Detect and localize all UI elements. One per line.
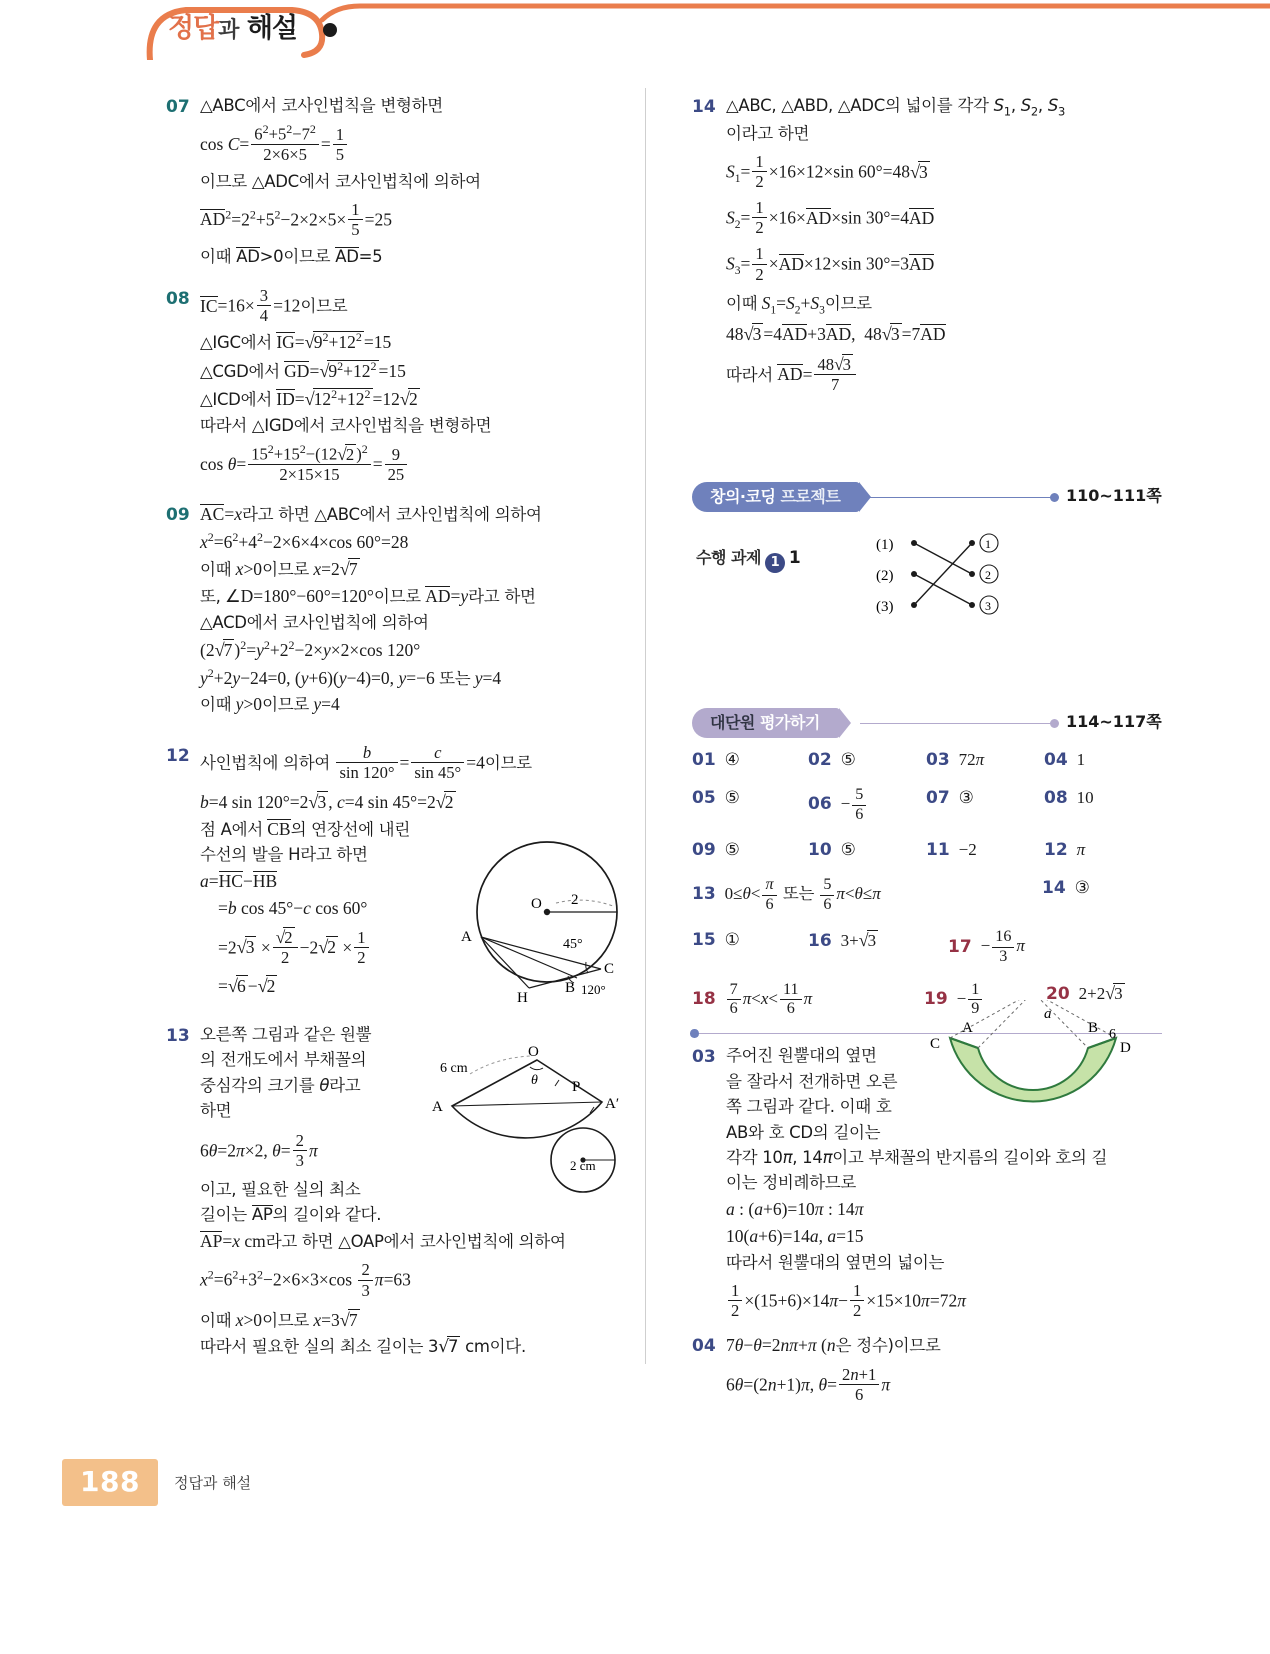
answer-number: 11 <box>926 840 950 861</box>
assessment-tag-word2: 평가하기 <box>759 712 820 732</box>
task-block <box>692 526 1162 626</box>
answer-number: 13 <box>692 884 716 905</box>
answer-number: 04 <box>1044 749 1068 770</box>
problem-number: 09 <box>166 504 190 525</box>
problem-09 <box>166 502 636 717</box>
answer-number: 12 <box>1044 840 1068 861</box>
answer-number: 19 <box>924 988 948 1009</box>
answer-value: ③ <box>1074 878 1090 898</box>
svg-text:120°: 120° <box>581 982 606 997</box>
svg-text:(2): (2) <box>876 567 894 584</box>
answer-row <box>692 928 1162 966</box>
svg-text:C: C <box>930 1036 941 1052</box>
answer-value: − $\frac{1}{9}$ <box>957 981 985 1019</box>
solution-line: 주어진 원뿔대의 옆면 <box>726 1046 877 1066</box>
solution-line: 이때 y>0이므로 y=4 <box>200 694 340 715</box>
project-page-range: 110~111쪽 <box>1066 485 1162 505</box>
answer-number: 16 <box>808 931 832 952</box>
solution-line: △ICD에서 $ID=√12^2+12^2 =12√2$ <box>200 386 418 409</box>
answer-number: 01 <box>692 749 716 770</box>
solution-line: △CGD에서 $GD=√9^2+12^2 =15$ <box>200 358 406 381</box>
solution-line: $\frac{1}{2}$ ×(15+6)×14π− $\frac{1}{2}$ ×15×10π=72π <box>726 1281 1196 1320</box>
problem-number: 07 <box>166 97 190 117</box>
svg-text:a: a <box>1044 1006 1052 1022</box>
svg-text:C: C <box>604 961 615 977</box>
matching-diagram <box>862 530 1042 620</box>
answer-item <box>926 838 1044 862</box>
answer-item <box>808 838 926 862</box>
project-tag <box>692 482 860 512</box>
svg-text:O: O <box>531 896 542 912</box>
solution-line: △ABC, △ABD, △ADC의 넓이를 각각 $S_1$, $S_2$, $S_3$ <box>726 96 1066 119</box>
solution-line: 하면 <box>200 1101 232 1121</box>
answer-item <box>692 981 924 1019</box>
answer-number: 02 <box>808 749 832 770</box>
problem-number: 13 <box>166 1025 190 1046</box>
problem-number: 04 <box>692 1336 716 1357</box>
answer-item <box>1044 786 1094 810</box>
solution-line: 이고, 필요한 실의 최소 <box>200 1179 361 1199</box>
answer-row <box>692 786 1162 824</box>
solution-line: =√6 −√2 <box>218 975 276 996</box>
answer-value: ① <box>724 930 740 950</box>
solution-line: $x^2=6^2+3^2-2\times 6\times 3\times\cos$ $\frac{2}{3}$ π=63 <box>200 1260 411 1300</box>
answer-value: 0≤θ< $\frac{\pi}{6}$ 또는 $\frac{5}{6}$ π<θ≤π <box>724 876 881 913</box>
answer-value: ⑤ <box>840 749 856 769</box>
answer-number: 05 <box>692 787 716 808</box>
solution-line: 중심각의 크기를 θ라고 <box>200 1075 361 1095</box>
solution-line: 이때 x>0이므로 x=3√7 <box>200 1309 358 1330</box>
solution-line: $S_2=$ $\frac{1}{2}$ ×16×AD×sin 30°=4AD <box>726 198 935 238</box>
answer-item <box>808 748 926 772</box>
solution-line: 또, ∠D=180°−60°=120°이므로 AD=y라고 하면 <box>200 586 536 607</box>
answer-item <box>1044 838 1085 862</box>
solution-line: 이때 AD>0이므로 AD=5 <box>200 246 383 266</box>
answer-grid <box>692 748 1162 1019</box>
svg-text:O: O <box>528 1044 539 1060</box>
task-number: 1 <box>788 547 801 568</box>
answer-value: − $\frac{5}{6}$ <box>841 786 869 824</box>
solution-line: 6θ=2π×2, θ= $\frac{2}{3}$ π <box>200 1130 318 1170</box>
solution-line: 점 A에서 CB의 연장선에 내린 <box>200 818 410 839</box>
page-title-part2: 과 <box>218 18 239 43</box>
solution-line: =2√3 × $\frac{√2}{2}$ −2√2 × $\frac{1}{2}$ <box>200 927 636 967</box>
solution-line: 따라서 원뿔대의 옆면의 넓이는 <box>726 1252 945 1272</box>
rule-dot <box>690 1029 699 1038</box>
solution-line: 길이는 AP의 길이와 같다. <box>200 1205 382 1225</box>
project-tag-word2: 프로젝트 <box>780 486 841 506</box>
svg-text:6 cm: 6 cm <box>440 1061 468 1076</box>
answer-row <box>692 748 1162 772</box>
solution-line: $S_1=$ $\frac{1}{2}$ ×16×12×sin 60°=48√3 <box>726 152 928 192</box>
answer-value: 72π <box>958 749 985 769</box>
svg-text:2: 2 <box>571 892 579 908</box>
solution-line: $x^2=6^2+4^2-2\times 6\times 4\times\cos$ 60°=28 <box>200 529 409 552</box>
right-column <box>692 92 1162 1417</box>
answer-number: 07 <box>926 787 950 808</box>
assessment-page-range: 114~117쪽 <box>1066 711 1162 731</box>
problem-number: 08 <box>166 289 190 310</box>
page-number: 188 <box>62 1459 158 1506</box>
project-tag-word1: 창의·코딩 <box>710 486 776 506</box>
solution-line: a=HC−HB <box>200 870 278 891</box>
answer-value: ⑤ <box>724 840 740 860</box>
solution-line: IC=16× $\frac{3}{4}$ =12이므로 <box>200 286 348 326</box>
solution-line: 을 잘라서 전개하면 오른 <box>726 1071 898 1091</box>
answer-value: ③ <box>958 787 974 807</box>
page-title-part3: 해설 <box>246 13 298 44</box>
svg-text:1: 1 <box>985 536 991 551</box>
answer-row <box>692 876 1162 914</box>
answer-item <box>808 928 948 953</box>
problem-number: 14 <box>692 97 716 117</box>
svg-text:A: A <box>432 1099 443 1115</box>
answer-number: 10 <box>808 840 832 861</box>
answer-item <box>692 928 808 952</box>
solution-line: 수선의 발을 H라고 하면 <box>200 845 368 865</box>
solution-line: 6θ=(2n+1)π, θ= $\frac{2n+1}{6}$ π <box>726 1365 891 1405</box>
assessment-tag-word1: 대단원 <box>710 712 755 732</box>
solution-line: △IGC에서 $IG=√9^2+12^2 =15$ <box>200 330 392 353</box>
solution-line: 사인법칙에 의하여 $\frac{b}{\sin 120^\circ}$ = $\frac{c}{\sin 45^\circ}$ =4이므로 <box>200 743 532 783</box>
svg-text:45°: 45° <box>563 937 583 952</box>
solution-line: 이때 x>0이므로 x=2√7 <box>200 559 358 580</box>
answer-value: 10 <box>1076 787 1094 807</box>
answer-value: −2 <box>958 840 977 860</box>
answer-row <box>692 838 1162 862</box>
answer-item <box>692 838 808 862</box>
solution-line: 쪽 그림과 같다. 이때 호 <box>726 1097 892 1117</box>
problem-08 <box>166 286 636 484</box>
answer-number: 06 <box>808 794 832 815</box>
solution-line: 따라서 필요한 실의 최소 길이는 3√7 cm이다. <box>200 1336 526 1357</box>
solution-line: cos C= $\frac{6^2+5^2-7^2}{2\times 6\times 5}$ = $\frac{1}{5}$ <box>200 123 636 164</box>
assessment-tag-line <box>860 723 1054 725</box>
solution-line: 따라서 AD= $\frac{48√3}{7}$ <box>726 354 1162 394</box>
solution-line: 48√3 =4AD+3AD, 48√3 =7AD <box>726 323 946 344</box>
answer-item <box>926 748 1044 772</box>
assessment-tag <box>692 708 840 738</box>
solution-line: 의 전개도에서 부채꼴의 <box>200 1050 367 1070</box>
project-tag-dot <box>1050 493 1059 502</box>
problem-14 <box>692 94 1162 394</box>
solution-04 <box>692 1333 1162 1404</box>
project-section-header <box>692 482 1162 516</box>
problem-number: 03 <box>692 1047 716 1068</box>
svg-text:A: A <box>461 929 472 945</box>
answer-value: 1 <box>1076 749 1086 769</box>
svg-text:A′: A′ <box>605 1096 620 1112</box>
svg-text:3: 3 <box>985 598 991 613</box>
solution-line: △ACD에서 코사인법칙에 의하여 <box>200 613 429 633</box>
svg-text:2 cm: 2 cm <box>570 1158 596 1173</box>
solution-line: 각각 10π, 14π이고 부채꼴의 반지름의 길이와 호의 길 <box>726 1147 1108 1167</box>
page-title-part1: 정답 <box>168 13 219 44</box>
column-divider <box>645 88 646 1364</box>
svg-text:(3): (3) <box>876 598 894 615</box>
cone-net-figure <box>404 1018 634 1208</box>
svg-text:H: H <box>517 990 528 1005</box>
footer-label: 정답과 해설 <box>173 1474 252 1492</box>
answer-number: 14 <box>1042 878 1066 899</box>
solution-line: =b cos 45°−c cos 60° <box>218 897 368 918</box>
solution-line: 오른쪽 그림과 같은 원뿔 <box>200 1024 372 1044</box>
answer-value: − $\frac{16}{3}$ π <box>980 928 1025 965</box>
answer-item <box>692 748 808 772</box>
answer-value: ⑤ <box>724 787 740 807</box>
solution-line: AB와 호 CD의 길이는 <box>726 1122 881 1142</box>
answer-value: $\frac{7}{6}$ π<x< $\frac{11}{6}$ π <box>725 981 812 1019</box>
solution-line: 따라서 △IGD에서 코사인법칙을 변형하면 <box>200 415 492 435</box>
solution-line: 이라고 하면 <box>726 123 810 143</box>
answer-item <box>692 876 1042 914</box>
svg-text:θ: θ <box>531 1073 538 1088</box>
answer-item <box>808 786 926 824</box>
svg-text:2: 2 <box>985 567 991 582</box>
answer-value: 2+2√3 <box>1078 982 1123 1003</box>
answer-number: 17 <box>948 936 972 957</box>
solution-line: AP=x cm라고 하면 △OAP에서 코사인법칙에 의하여 <box>200 1230 566 1251</box>
tag-arrow <box>839 708 851 738</box>
svg-text:A: A <box>962 1020 973 1036</box>
answer-value: ④ <box>724 749 740 769</box>
answer-item <box>926 786 1044 810</box>
solution-line: 이때 $S_1=S_2+S_3$이므로 <box>726 292 872 317</box>
answer-value: π <box>1076 840 1086 860</box>
circle-triangle-figure <box>455 840 635 1010</box>
svg-text:P: P <box>572 1079 581 1095</box>
assessment-tag-dot <box>1050 719 1059 728</box>
solution-line: $S_3=$ $\frac{1}{2}$ ×AD×12×sin 30°=3AD <box>726 244 935 284</box>
answer-item <box>692 786 808 810</box>
svg-text:6: 6 <box>1109 1027 1116 1042</box>
solution-line: b=4 sin 120°=2√3 , c=4 sin 45°=2√2 <box>200 791 454 812</box>
svg-text:(1): (1) <box>876 536 894 553</box>
answer-value: ⑤ <box>840 840 856 860</box>
solution-line: 이는 정비례하므로 <box>726 1173 857 1193</box>
answer-number: 15 <box>692 930 716 951</box>
page-footer <box>62 1459 251 1506</box>
solution-line: $AD^2=2^2+5^2-2\times 2\times 5\times$ $\frac{1}{5}$ =25 <box>200 199 392 239</box>
annulus-sector-figure <box>920 1000 1155 1140</box>
task-badge: 1 <box>765 553 785 573</box>
task-label: 수행 과제 <box>696 547 761 567</box>
solution-line: AC=x라고 하면 △ABC에서 코사인법칙에 의하여 <box>200 503 542 524</box>
answer-number: 08 <box>1044 787 1068 808</box>
page-title <box>168 6 297 45</box>
svg-text:B: B <box>1088 1020 1099 1036</box>
svg-text:D: D <box>1120 1040 1131 1056</box>
answer-number: 18 <box>692 988 716 1009</box>
solution-line: $y^2+2y-24=0$, (y+6)(y−4)=0, y=−6 또는 y=4 <box>200 665 502 688</box>
answer-number: 03 <box>926 749 950 770</box>
problem-07 <box>166 94 636 268</box>
solution-line: (2√7 )$^2=y^2+2^2-2\times y\times 2\times\cos$ 120° <box>200 637 421 660</box>
page-header <box>0 0 1270 58</box>
solution-line: 이므로 △ADC에서 코사인법칙에 의하여 <box>200 172 481 192</box>
answer-number: 20 <box>1046 983 1070 1004</box>
task-label-group <box>696 546 800 573</box>
answer-item <box>1044 748 1085 772</box>
answer-item <box>1042 876 1090 900</box>
project-tag-line <box>864 497 1054 499</box>
svg-text:B: B <box>565 980 576 996</box>
answer-value: 3+√3 <box>840 930 877 951</box>
solution-line: 7θ−θ=2nπ+π (n은 정수)이므로 <box>726 1335 941 1356</box>
problem-number: 12 <box>166 746 190 767</box>
solution-line: △ABC에서 코사인법칙을 변형하면 <box>200 96 443 115</box>
answer-item <box>948 928 1025 966</box>
solution-line: a : (a+6)=10π : 14π <box>726 1198 864 1219</box>
solution-line: 10(a+6)=14a, a=15 <box>726 1225 864 1246</box>
answer-number: 09 <box>692 840 716 861</box>
solution-line: cos θ= $\frac{15^2+15^2-(12√2 )^2}{2\times 15\times 15}$ = $\frac{9}{25}$ <box>200 443 636 484</box>
assessment-section-header <box>692 708 1162 742</box>
